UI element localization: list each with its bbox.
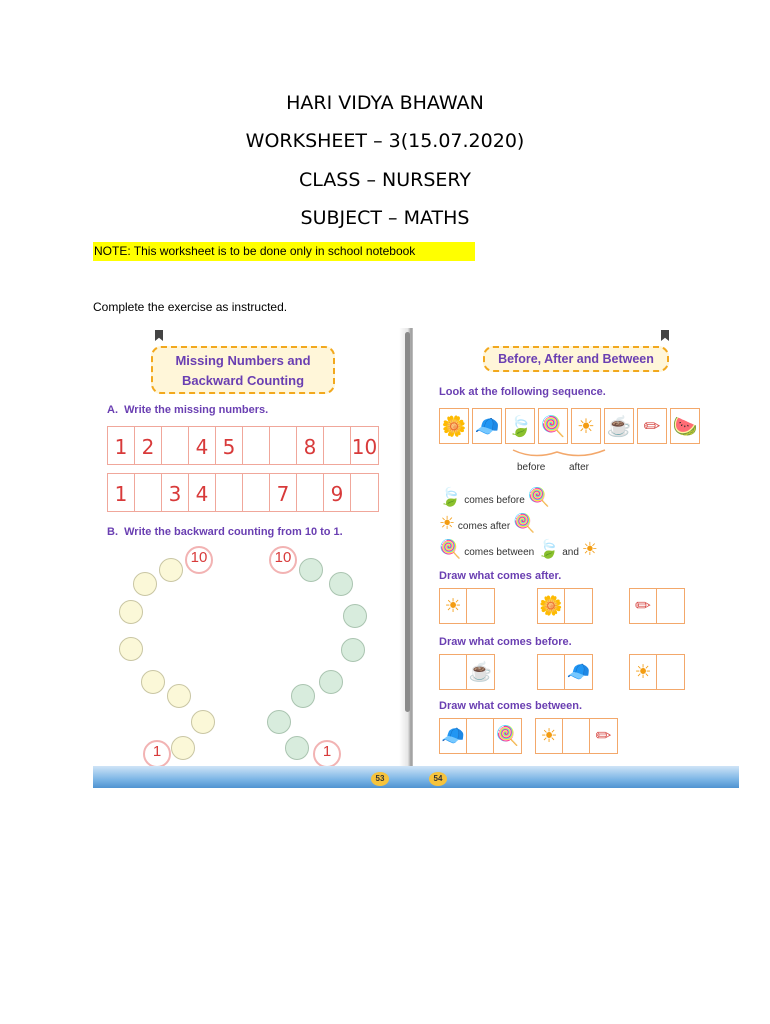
before-after-arrows [509,446,609,462]
number-cell [135,474,162,511]
cap-icon: 🧢 [440,719,467,753]
number-cell: 4 [189,427,216,464]
class-label: CLASS – NURSERY [299,169,471,191]
flower-icon: 🌼 [538,589,565,623]
sun-icon: ☀ [536,719,563,753]
number-cell: 4 [189,474,216,511]
bead [119,637,143,661]
sentence-before-text: comes before [464,495,525,506]
bead-bottom-right: 1 [313,740,341,768]
bead-top-left: 10 [185,546,213,574]
number-cell [351,474,378,511]
bead [119,600,143,624]
cup-icon: ☕ [468,662,493,683]
sun-icon: ☀ [439,513,456,533]
number-cell [216,474,243,511]
sentence-before [439,488,550,506]
before-box-2 [537,654,593,690]
section-a-text: Write the missing numbers. [124,404,269,416]
watermelon-icon: 🍉 [670,408,700,444]
bead [343,604,367,628]
sentence-and-text: and [562,547,579,558]
bead [167,684,191,708]
rattle-icon: 🍭 [495,726,520,747]
scrollbar [405,332,410,712]
bead [285,736,309,760]
bookmark-icon [661,330,669,341]
sun-icon: ☀ [581,539,598,559]
worksheet-title: WORKSHEET – 3(15.07.2020) [245,130,525,152]
number-cell: 7 [270,474,297,511]
number-cell: 9 [324,474,351,511]
missing-numbers-row-1 [107,426,379,465]
after-box-3 [629,588,685,624]
flower-icon: 🌼 [439,408,469,444]
bead [319,670,343,694]
bead [133,572,157,596]
rattle-icon: 🍭 [439,539,462,559]
look-heading: Look at the following sequence. [439,386,606,398]
sentence-between [439,540,598,558]
before-box-1 [439,654,495,690]
rattle-icon: 🍭 [538,408,568,444]
bead-top-right: 10 [269,546,297,574]
bead [299,558,323,582]
title-line-2: Backward Counting [181,373,305,388]
number-cell: 8 [297,427,324,464]
number-cell: 5 [216,427,243,464]
number-cell [243,427,270,464]
between-box-1 [439,718,522,754]
bead [141,670,165,694]
subject-label: SUBJECT – MATHS [300,207,470,229]
bead [191,710,215,734]
sun-icon: ☀ [440,589,467,623]
number-cell: 1 [108,427,135,464]
cap-icon: 🧢 [472,408,502,444]
section-b-letter: B. [107,526,118,538]
section-a-heading [107,404,268,416]
left-page-title [151,346,335,394]
school-name: HARI VIDYA BHAWAN [286,92,484,114]
bead [267,710,291,734]
after-box-1 [439,588,495,624]
textbook-image [93,328,739,788]
sentence-after-text: comes after [457,521,511,532]
draw-before-heading: Draw what comes before. [439,636,572,648]
leaf-icon: 🍃 [537,539,560,559]
crayon-icon: ✏ [637,408,667,444]
bookmark-icon [155,330,163,341]
number-cell: 2 [135,427,162,464]
title-line-1: Missing Numbers and [175,353,311,368]
right-page-title: Before, After and Between [483,346,669,372]
note-highlight: NOTE: This worksheet is to be done only in school notebook [93,242,475,261]
before-box-3 [629,654,685,690]
before-label: before [517,462,546,473]
leaf-icon: 🍃 [439,487,462,507]
cup-icon: ☕ [604,408,634,444]
bead [341,638,365,662]
water-border [93,766,739,788]
number-cell [270,427,297,464]
leaf-icon: 🍃 [505,408,535,444]
after-label: after [569,462,590,473]
bead [329,572,353,596]
right-page [413,328,739,788]
section-b-text: Write the backward counting from 10 to 1. [124,526,343,538]
number-cell [324,427,351,464]
crayon-icon: ✏ [630,589,657,623]
page-number-left: 53 [371,772,389,786]
number-cell: 1 [108,474,135,511]
page-number-right: 54 [429,772,447,786]
number-cell [297,474,324,511]
cap-icon: 🧢 [566,662,591,683]
instruction-text: Complete the exercise as instructed. [93,300,288,314]
bead [171,736,195,760]
sun-icon: ☀ [630,655,657,689]
section-b-heading [107,526,343,538]
sun-icon: ☀ [571,408,601,444]
number-cell [162,427,189,464]
bead-bottom-left: 1 [143,740,171,768]
between-box-2 [535,718,618,754]
bead [291,684,315,708]
draw-after-heading: Draw what comes after. [439,570,562,582]
crayon-icon: ✏ [595,725,612,747]
number-cell: 10 [351,435,378,459]
sentence-after [439,514,535,532]
left-page [93,328,409,788]
rattle-icon: 🍭 [527,487,550,507]
number-cell: 3 [162,474,189,511]
after-box-2 [537,588,593,624]
sentence-between-text: comes between [464,547,535,558]
sequence-row [439,408,703,444]
bead [159,558,183,582]
draw-between-heading: Draw what comes between. [439,700,583,712]
number-cell [243,474,270,511]
section-a-letter: A. [107,404,118,416]
rattle-icon: 🍭 [512,513,536,533]
missing-numbers-row-2 [107,473,379,512]
